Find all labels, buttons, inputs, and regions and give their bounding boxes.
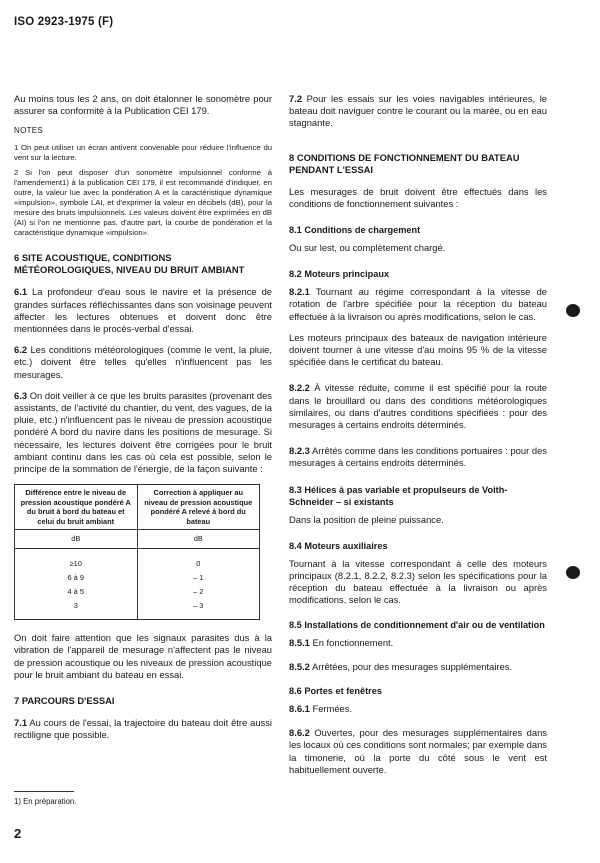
clause-8-5-heading: 8.5 Installations de conditionnement d'air ou de ventilation: [289, 619, 545, 630]
note-1: 1 On peut utiliser un écran antivent convenable pour réduire l'influence du vent sur la lecture.: [14, 143, 272, 163]
clause-8-2-2: [289, 382, 547, 431]
clause-text: On doit veiller à ce que les bruits parasites (provenant des assistants, de l'activité du chantier, du vent, des vagues, de la pluie, etc.) n'influencent pas le niveau de pression acoustique pondéré A bord du navire dans les positions de mesurage. Si nécessaire, les lectures doivent être corrigées pour le bruit ambiant continu dans les cas où cela est possible, selon le principe de la sommation de l'énergie, de la façon suivante :: [14, 389, 272, 475]
clause-number: 8.6.2: [289, 727, 310, 739]
table-unit: dB: [15, 530, 138, 549]
note-2: 2 Si l'on peut disposer d'un sonomètre impulsionnel conforme à l'amendement1) à la publication CEI 179, il est recommandé d'indiquer, en outre, la valeur lue avec la pondération A et la caractéristique dynamique «impulsion», symbole LAI, et d'exprimer la valeur en décibels (dB), pour la mesure des bruits impulsionnels. Les valeurs doivent être exprimées en dB (AI) si l'on ne mentionne pas, d'autre part, la courbe de pondération et la caractéristique dynamique «impulsion».: [14, 168, 272, 238]
section-8-heading: 8 CONDITIONS DE FONCTIONNEMENT DU BATEAU PENDANT L'ESSAI: [289, 151, 520, 175]
clause-6-2: [14, 344, 272, 381]
footnote-divider: [14, 791, 74, 792]
clause-7-2: [289, 93, 547, 130]
clause-text: En fonctionnement.: [312, 636, 394, 648]
table-cell: 4 à 5: [15, 585, 138, 599]
table-unit: dB: [137, 530, 260, 549]
clause-number: 6.3: [14, 389, 28, 401]
table-cell: – 2: [137, 585, 260, 599]
left-column: [14, 93, 272, 750]
clause-number: 8.5.1: [289, 636, 310, 648]
table-cell: ≥10: [15, 557, 138, 571]
clause-8-3: Dans la position de pleine puissance.: [289, 513, 444, 525]
section-7-heading: 7 PARCOURS D'ESSAI: [14, 695, 115, 707]
table-row: [15, 571, 260, 585]
correction-table: [14, 484, 260, 620]
clause-8-2-1-continued: Les moteurs principaux des bateaux de navigation intérieure doivent tourner à une vitesse d'au moins 95 % de la vitesse spécifiée dans le certificat du bateau.: [289, 331, 547, 368]
clause-8-4: Tournant à la vitesse correspondant à celle des moteurs principaux (8.2.1, 8.2.2, 8.2.3) selon les spécifications pour la réception du bateau effectuée à la livraison ou après modifications, selon le cas.: [289, 557, 547, 606]
clause-text: La profondeur d'eau sous le navire et la présence de grandes surfaces réfléchissantes dans son voisinage peuvent affecter les lectures obtenues et doivent donc être mentionnées dans le procès-verbal d'essai.: [14, 286, 272, 335]
clause-number: 7.1: [14, 717, 28, 729]
table-row: [15, 557, 260, 571]
margin-change-mark: [566, 566, 580, 579]
clause-number: 6.1: [14, 286, 28, 298]
clause-text: Ouvertes, pour des mesurages supplémentaires dans les locaux où ces conditions sont normales; par exemple dans la timonerie, où la porte du côté sous le vent est habituellement ouverte.: [289, 727, 547, 775]
page-number: 2: [14, 826, 22, 841]
clause-8-4-heading: 8.4 Moteurs auxiliaires: [289, 540, 388, 551]
clause-text: Arrêtés comme dans les conditions portuaires : pour des mesurages à certains endroits déterminés.: [289, 445, 547, 469]
clause-8-3-heading: 8.3 Hélices à pas variable et propulseurs de Voith-Schneider – si existants: [289, 484, 508, 507]
clause-number: 7.2: [289, 93, 303, 104]
clause-8-6-2: [289, 727, 547, 776]
table-row: [15, 599, 260, 613]
clause-7-1: [14, 717, 272, 741]
table-cell: – 1: [137, 571, 260, 585]
clause-number: 8.6.1: [289, 703, 310, 715]
table-cell: 3: [15, 599, 138, 613]
clause-8-6-heading: 8.6 Portes et fenêtres: [289, 686, 382, 697]
document-header: ISO 2923-1975 (F): [14, 16, 114, 28]
right-column: [289, 93, 547, 785]
section-8-intro: Les mesurages de bruit doivent être effectués dans les conditions de fonctionnement suivantes :: [289, 185, 547, 209]
clause-8-1-heading: 8.1 Conditions de chargement: [289, 225, 421, 236]
clause-8-2-3: [289, 445, 547, 469]
table-cell: 6 à 9: [15, 571, 138, 585]
table-header-difference: Différence entre le niveau de pression acoustique pondéré A du bruit à bord du bateau et celui du bruit ambiant: [15, 485, 138, 530]
after-table-paragraph: On doit faire attention que les signaux parasites dus à la vibration de l'appareil de mesurage n'affectent pas le niveau de pression acoustique ou les niveaux de pression acoustique pour le bruit ambiant du bateau en essai.: [14, 632, 272, 680]
clause-8-1: Ou sur lest, ou complètement chargé.: [289, 242, 446, 254]
clause-number: 6.2: [14, 344, 28, 356]
clause-8-5-2: [289, 661, 547, 673]
clause-text: À vitesse réduite, comme il est spécifié pour la route dans le brouillard ou dans des conditions météorologiques similaires, ou dans d'autres conditions spécifiées : pour des mesurages à certains endroits déterminés.: [289, 382, 548, 431]
clause-text: Les conditions météorologiques (comme le vent, la pluie, etc.) doivent être telles qu'elles n'influencent pas les mesurages.: [14, 344, 272, 380]
clause-number: 8.2.3: [289, 445, 310, 457]
table-cell: 0: [137, 557, 260, 571]
clause-text: Au cours de l'essai, la trajectoire du bateau doit être aussi rectiligne que possible.: [14, 717, 272, 741]
footnote: 1) En préparation.: [14, 797, 77, 806]
clause-text: Pour les essais sur les voies navigables intérieures, le bateau doit naviguer contre le courant ou la marée, ou en eau stagnante.: [289, 93, 547, 129]
table-header-correction: Correction à appliquer au niveau de pression acoustique pondéré A relevé à bord du bateau: [137, 485, 260, 530]
table-cell: – 3: [137, 599, 260, 613]
clause-text: Fermées.: [312, 703, 353, 715]
table-row: [15, 585, 260, 599]
intro-paragraph: Au moins tous les 2 ans, on doit étalonner le sonomètre pour assurer sa conformité à la Publication CEI 179.: [14, 93, 272, 117]
section-6-heading: 6 SITE ACOUSTIQUE, CONDITIONS MÉTÉOROLOGIQUES, NIVEAU DU BRUIT AMBIANT: [14, 252, 245, 276]
clause-8-2-heading: 8.2 Moteurs principaux: [289, 269, 390, 280]
clause-number: 8.5.2: [289, 660, 310, 672]
clause-6-3: [14, 390, 272, 475]
margin-change-mark: [566, 304, 580, 317]
notes-heading: NOTES: [14, 126, 44, 136]
clause-number: 8.2.1: [289, 286, 310, 298]
clause-text: Tournant au régime correspondant à la vitesse de rotation de l'arbre spécifiée pour la réception du bateau effectuée à la livraison ou après modifications, selon le cas.: [289, 286, 547, 322]
clause-8-6-1: [289, 703, 547, 715]
clause-number: 8.2.2: [289, 382, 310, 394]
clause-text: Arrêtées, pour des mesurages supplémentaires.: [311, 660, 513, 672]
clause-6-1: [14, 286, 272, 335]
clause-8-2-1: [289, 286, 547, 323]
clause-8-5-1: [289, 637, 547, 649]
